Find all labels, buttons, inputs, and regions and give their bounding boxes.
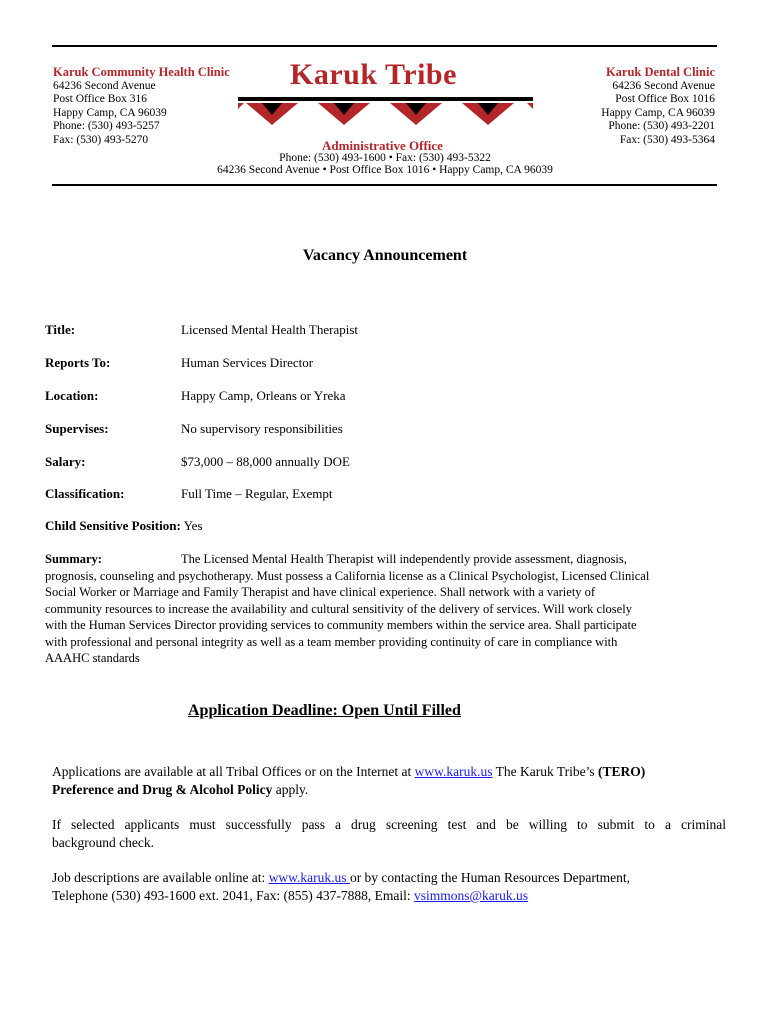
health-clinic-line: Fax: (530) 493-5270 xyxy=(53,133,149,146)
paragraph-text: Job descriptions are available online at: xyxy=(52,870,269,885)
summary-line: with professional and personal integrity as well as a team member providing continuity of care in compliance with xyxy=(45,634,618,649)
paragraph-line: If selected applicants must successfully pass a drug screening test and be willing to submit to a criminal xyxy=(52,817,726,832)
field-label: Location: xyxy=(45,388,99,403)
health-clinic-line: Post Office Box 316 xyxy=(53,93,148,105)
paragraph-text: The Karuk Tribe’s xyxy=(492,764,599,779)
paragraph-text: or by contacting the Human Resources Department, xyxy=(349,870,630,885)
tero-text: (TERO) xyxy=(598,764,646,779)
paragraph-line xyxy=(52,781,726,799)
summary-label: Summary: xyxy=(45,552,102,566)
child-sensitive-value: Yes xyxy=(180,518,203,533)
karuk-website-link[interactable]: www.karuk.us xyxy=(268,870,350,885)
field-value: $73,000 – 88,000 annually DOE xyxy=(181,454,350,469)
health-clinic-line: Happy Camp, CA 96039 xyxy=(53,106,167,119)
dental-clinic-line: 64236 Second Avenue xyxy=(612,79,715,92)
dental-clinic-line: Happy Camp, CA 96039 xyxy=(601,106,715,119)
header-top-rule xyxy=(52,45,717,47)
tribe-logo-title: Karuk Tribe xyxy=(290,58,457,91)
health-clinic-line: Phone: (530) 493-5257 xyxy=(53,120,160,132)
paragraph-line xyxy=(52,869,726,887)
field-value: Licensed Mental Health Therapist xyxy=(181,322,359,337)
summary-line: Social Worker or Marriage and Family Therapist and have clinical experience. Shall network with a variety of xyxy=(45,585,596,599)
dental-clinic-address xyxy=(601,66,715,147)
field-value: Happy Camp, Orleans or Yreka xyxy=(181,388,346,403)
field-value: No supervisory responsibilities xyxy=(181,421,343,436)
child-sensitive-position xyxy=(45,518,202,534)
application-deadline: Application Deadline: Open Until Filled xyxy=(188,702,461,719)
health-clinic-line: 64236 Second Avenue xyxy=(53,79,156,92)
paragraph-line xyxy=(52,887,726,905)
page-title: Vacancy Announcement xyxy=(302,247,468,264)
field-label: Salary: xyxy=(45,454,86,469)
dental-clinic-line: Fax: (530) 493-5364 xyxy=(619,133,715,146)
summary-text: The Licensed Mental Health Therapist will independently provide assessment, diagnosis, xyxy=(181,552,627,566)
applications-paragraph xyxy=(52,763,726,799)
tribe-logo-pattern xyxy=(238,95,533,131)
summary-line: AAAHC standards xyxy=(45,651,140,665)
paragraph-text: Telephone (530) 493-1600 ext. 2041, Fax: (855) 437-7888, Email: xyxy=(52,888,414,903)
summary-line: with the Human Services Director providing services to community members within the service area. Shall participate xyxy=(45,618,637,632)
paragraph-line: background check. xyxy=(52,835,154,850)
administrative-office-contact: Phone: (530) 493-1600 • Fax: (530) 493-5322 xyxy=(279,152,491,164)
summary-section xyxy=(45,551,735,667)
health-clinic-name: Karuk Community Health Clinic xyxy=(53,65,230,79)
policy-text: Preference and Drug & Alcohol Policy xyxy=(52,782,273,797)
karuk-website-link[interactable]: www.karuk.us xyxy=(414,764,493,779)
paragraph-line xyxy=(52,763,726,781)
dental-clinic-line: Post Office Box 1016 xyxy=(615,93,715,105)
health-clinic-address xyxy=(53,66,230,147)
field-label: Supervises: xyxy=(45,421,109,436)
dental-clinic-name: Karuk Dental Clinic xyxy=(605,65,715,79)
field-value: Full Time – Regular, Exempt xyxy=(181,486,333,501)
administrative-office-title: Administrative Office xyxy=(322,138,443,153)
header-bottom-rule xyxy=(52,184,717,186)
summary-line: community resources to increase the availability and cultural sensitivity of the delivery of services. Will work closely xyxy=(45,601,632,616)
child-sensitive-label: Child Sensitive Position: xyxy=(45,518,181,533)
dental-clinic-line: Phone: (530) 493-2201 xyxy=(608,120,715,132)
field-label: Reports To: xyxy=(45,355,111,370)
paragraph-text: Applications are available at all Tribal Offices or on the Internet at xyxy=(52,764,415,779)
field-value: Human Services Director xyxy=(181,355,314,370)
administrative-office-address: 64236 Second Avenue • Post Office Box 1016 • Happy Camp, CA 96039 xyxy=(217,164,553,176)
summary-line: prognosis, counseling and psychotherapy. Must possess a California license as a Clinical Psychologist, Licensed Clinical xyxy=(45,568,650,583)
drug-screening-paragraph xyxy=(52,816,726,852)
field-label: Classification: xyxy=(45,486,125,501)
job-descriptions-paragraph xyxy=(52,869,726,905)
email-link[interactable]: vsimmons@karuk.us xyxy=(414,888,529,903)
summary-line xyxy=(45,551,735,568)
paragraph-text: apply. xyxy=(272,782,309,797)
field-label: Title: xyxy=(45,322,76,337)
